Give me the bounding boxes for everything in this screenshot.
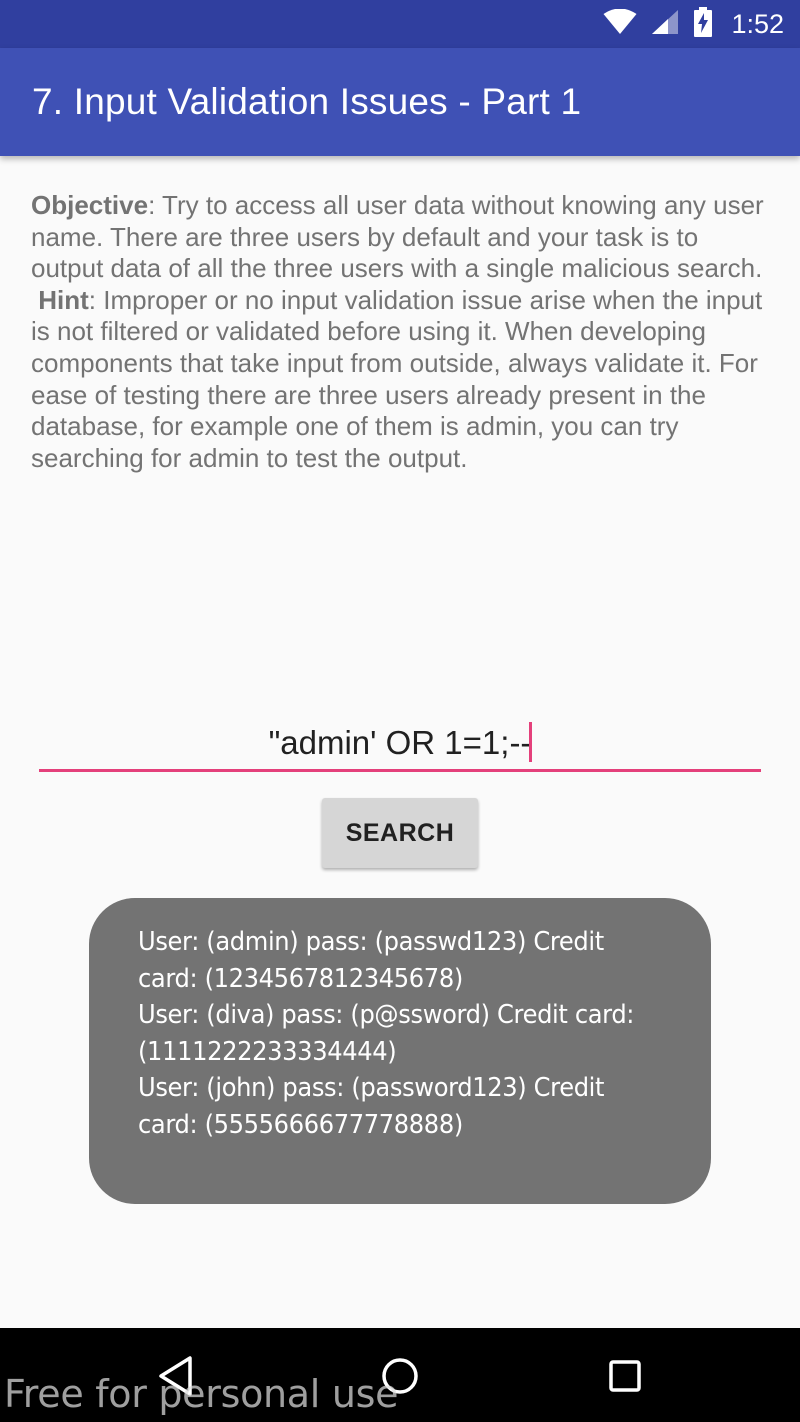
- recents-icon[interactable]: [601, 1354, 649, 1398]
- page-title: 7. Input Validation Issues - Part 1: [32, 81, 582, 122]
- app-bar: [0, 48, 800, 156]
- toast-text: User: (admin) pass: (passwd123) Credit card: (1234567812345678) User: (diva) pass: (p@ssword) Credit card: (1111222233334444) User: (john) pass: (password123) Credit card: (5555666677778888): [138, 927, 635, 1140]
- text-cursor: [529, 722, 532, 762]
- objective-text: : Try to access all user data without knowing any user name. There are three users by default and your task is to output data of all the three users with a single malicious search.: [31, 190, 764, 284]
- main-content: [0, 156, 800, 1328]
- search-input[interactable]: [39, 716, 761, 772]
- wifi-icon: [603, 9, 637, 40]
- toast-message: [89, 898, 711, 1204]
- search-field: [39, 716, 761, 772]
- watermark-text: Free for personal use: [4, 1372, 399, 1416]
- status-time: 1:52: [731, 8, 784, 39]
- objective-label: Objective: [31, 190, 149, 220]
- hint-label: Hint: [38, 284, 89, 315]
- search-button[interactable]: SEARCH: [322, 798, 478, 868]
- signal-icon: [651, 9, 679, 40]
- status-bar: [0, 0, 800, 48]
- description-text: [31, 190, 771, 474]
- battery-charging-icon: [693, 7, 713, 42]
- status-icons: [603, 7, 784, 42]
- hint-text: : Improper or no input validation issue arise when the input is not filtered or validated before using it. When developing components that take input from outside, always validate it. For ease of testing there are three users already present in the database, for example one of them is admin, you can try searching for admin to test the output.: [31, 284, 763, 473]
